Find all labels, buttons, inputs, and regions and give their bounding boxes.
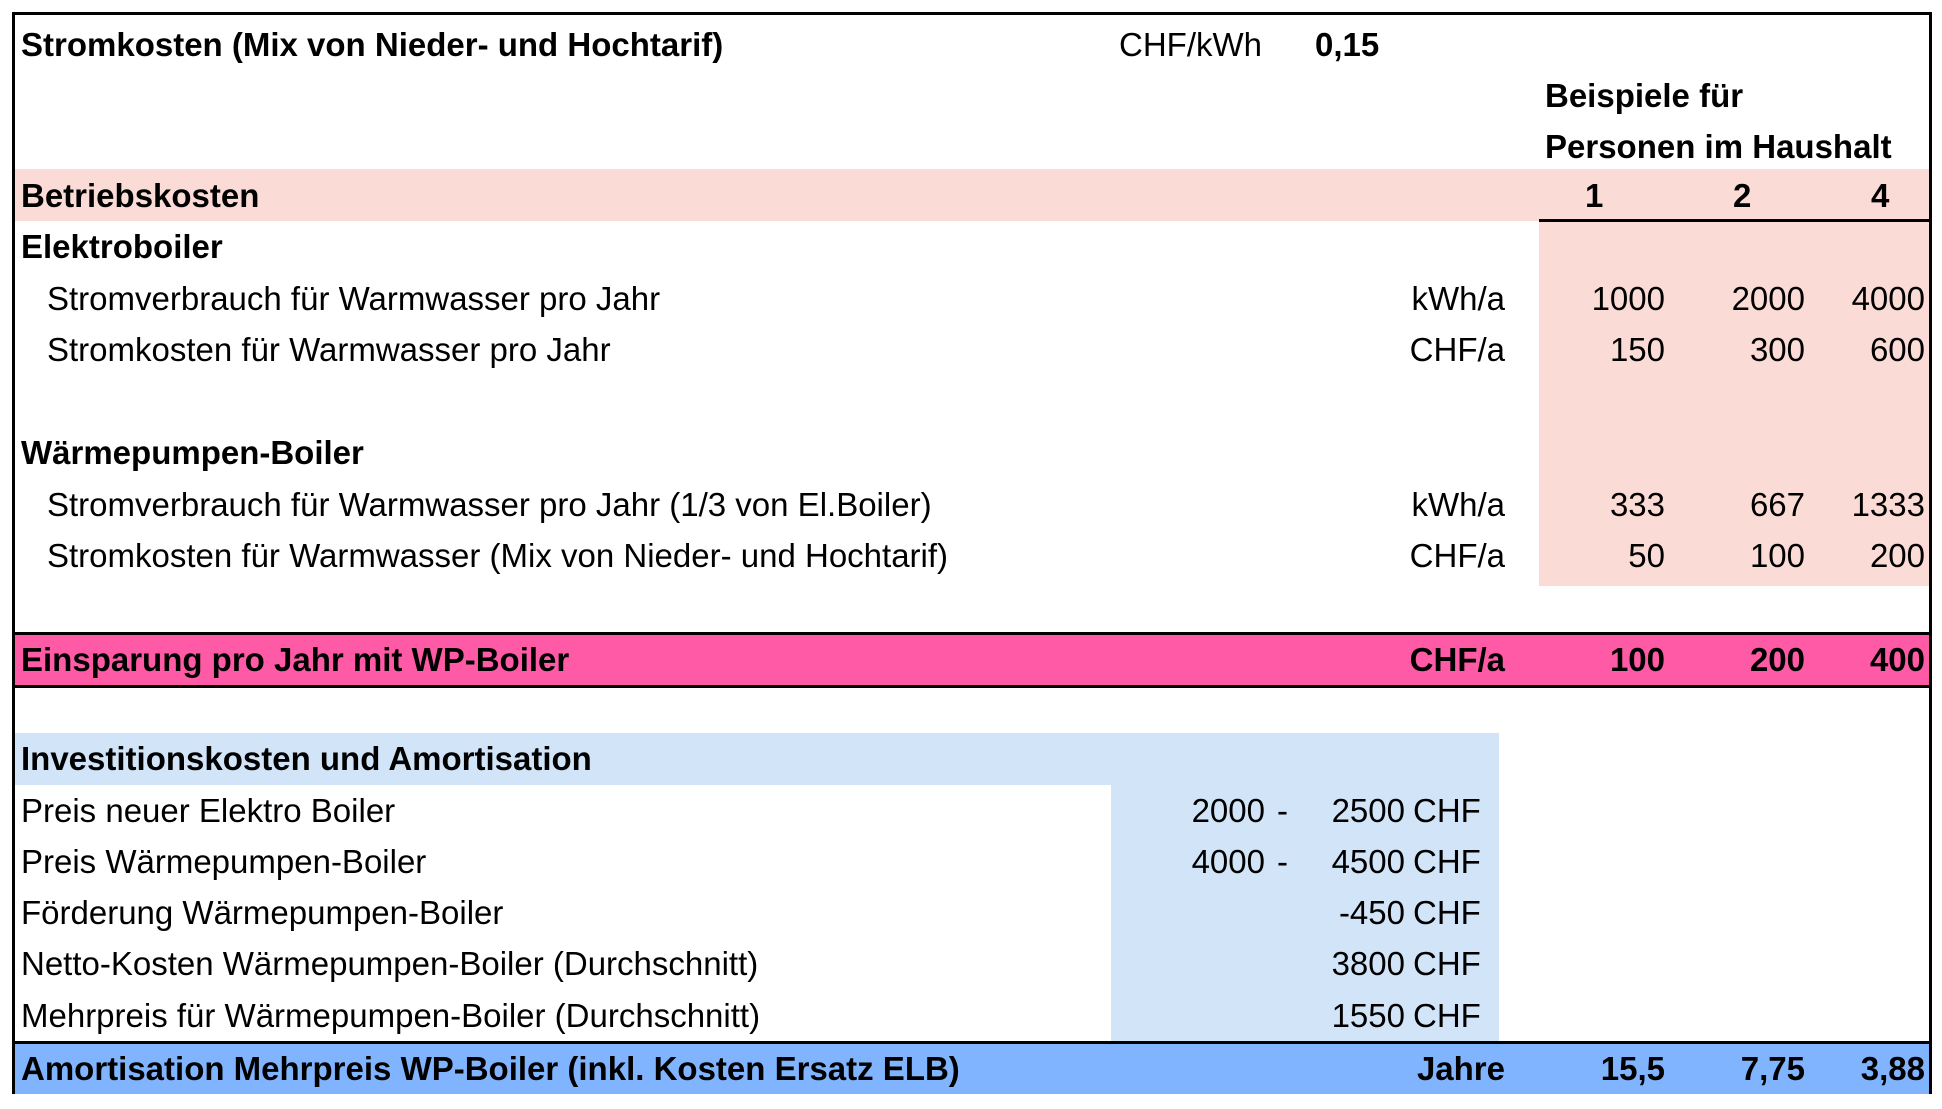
- row-value: 300: [1749, 331, 1805, 368]
- row-unit: kWh/a: [1411, 486, 1505, 523]
- row-value: 150: [1609, 331, 1665, 368]
- person-count: 4: [1871, 177, 1890, 214]
- row-label: Stromkosten für Warmwasser (Mix von Nieder- und Hochtarif): [47, 537, 949, 574]
- row-value: 1333: [1851, 486, 1925, 523]
- investition-title: Investitionskosten und Amortisation: [21, 740, 592, 777]
- examples-line2: Personen im Haushalt: [1545, 128, 1892, 165]
- row-value: 333: [1609, 486, 1665, 523]
- invest-row-value: -450: [1338, 894, 1405, 931]
- row-value: 50: [1628, 537, 1665, 574]
- header-unit: CHF/kWh: [1119, 26, 1262, 63]
- spreadsheet-table: [12, 12, 1932, 1094]
- row-value: 667: [1749, 486, 1805, 523]
- header-title: Stromkosten (Mix von Nieder- und Hochtarif): [21, 26, 724, 63]
- amortisation-value: 15,5: [1600, 1050, 1665, 1087]
- row-value: 1000: [1591, 280, 1665, 317]
- row-value: 600: [1869, 331, 1925, 368]
- invest-row-label: Preis neuer Elektro Boiler: [21, 792, 396, 829]
- invest-row-unit: CHF: [1413, 792, 1481, 829]
- row-unit: CHF/a: [1409, 331, 1505, 368]
- amortisation-value: 7,75: [1740, 1050, 1805, 1087]
- elektroboiler-title: Elektroboiler: [21, 228, 223, 265]
- row-label: Stromverbrauch für Warmwasser pro Jahr (1/3 von El.Boiler): [47, 486, 932, 523]
- invest-row-label: Netto-Kosten Wärmepumpen-Boiler (Durchschnitt): [21, 945, 759, 982]
- invest-row-dash: -: [1277, 843, 1288, 880]
- invest-row-label: Mehrpreis für Wärmepumpen-Boiler (Durchschnitt): [21, 997, 761, 1034]
- row-unit: CHF/a: [1409, 537, 1505, 574]
- invest-row-unit: CHF: [1413, 945, 1481, 982]
- amortisation-unit: Jahre: [1416, 1050, 1505, 1087]
- row-label: Stromverbrauch für Warmwasser pro Jahr: [47, 280, 661, 317]
- amortisation-label: Amortisation Mehrpreis WP-Boiler (inkl. Kosten Ersatz ELB): [21, 1050, 960, 1087]
- row-unit: kWh/a: [1411, 280, 1505, 317]
- einsparung-value: 100: [1609, 641, 1665, 678]
- invest-row-unit: CHF: [1413, 894, 1481, 931]
- invest-row-value: 1550: [1331, 997, 1405, 1034]
- row-value: 2000: [1731, 280, 1805, 317]
- invest-row-unit: CHF: [1413, 843, 1481, 880]
- betriebskosten-band: [15, 169, 1929, 221]
- einsparung-value: 200: [1749, 641, 1805, 678]
- amortisation-value: 3,88: [1860, 1050, 1925, 1087]
- invest-row-value: 3800: [1331, 945, 1405, 982]
- invest-row-from: 4000: [1191, 843, 1265, 880]
- row-value: 4000: [1851, 280, 1925, 317]
- invest-row-unit: CHF: [1413, 997, 1481, 1034]
- invest-row-from: 2000: [1191, 792, 1265, 829]
- invest-row-label: Preis Wärmepumpen-Boiler: [21, 843, 427, 880]
- invest-row-label: Förderung Wärmepumpen-Boiler: [21, 894, 504, 931]
- header-price: 0,15: [1315, 26, 1380, 63]
- invest-row-dash: -: [1277, 792, 1288, 829]
- person-count: 2: [1733, 177, 1752, 214]
- invest-row-value: 4500: [1331, 843, 1405, 880]
- row-value: 200: [1869, 537, 1925, 574]
- row-value: 100: [1749, 537, 1805, 574]
- einsparung-value: 400: [1869, 641, 1925, 678]
- wp-boiler-title: Wärmepumpen-Boiler: [21, 434, 364, 471]
- betriebskosten-label: Betriebskosten: [21, 177, 260, 214]
- einsparung-unit: CHF/a: [1409, 641, 1505, 678]
- person-count: 1: [1585, 177, 1604, 214]
- invest-row-value: 2500: [1331, 792, 1405, 829]
- row-label: Stromkosten für Warmwasser pro Jahr: [47, 331, 611, 368]
- examples-line1: Beispiele für: [1545, 77, 1744, 114]
- einsparung-label: Einsparung pro Jahr mit WP-Boiler: [21, 641, 570, 678]
